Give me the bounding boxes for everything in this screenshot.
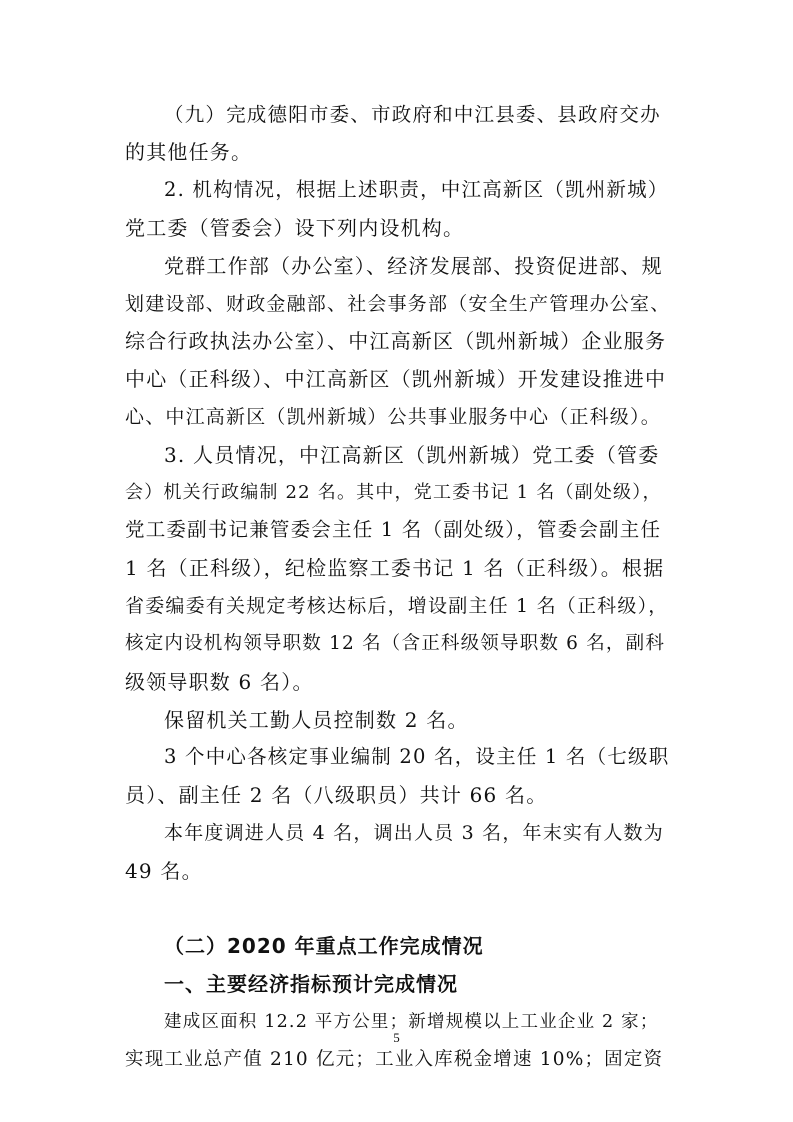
- paragraph-line: 党群工作部（办公室）、经济发展部、投资促进部、规: [164, 254, 663, 278]
- paragraph-line: 的其他任务。: [125, 140, 253, 164]
- paragraph-line: 保留机关工勤人员控制数 2 名。: [164, 708, 469, 732]
- paragraph-line: 划建设部、财政金融部、社会事务部（安全生产管理办公室、: [125, 293, 671, 315]
- paragraph-line: 级领导职数 6 名）。: [125, 670, 314, 694]
- paragraph-line: 本年度调进人员 4 名，调出人员 3 名，年末实有人数为: [164, 822, 664, 844]
- paragraph-line: 3. 人员情况，中江高新区（凯州新城）党工委（管委: [164, 443, 660, 467]
- paragraph-line: 员）、副主任 2 名（八级职员）共计 66 名。: [125, 783, 548, 807]
- paragraph-line: 党工委（管委会）设下列内设机构。: [125, 216, 465, 240]
- paragraph-line: 中心（正科级）、中江高新区（凯州新城）开发建设推进中: [125, 367, 667, 391]
- subsection-heading: 一、主要经济指标预计完成情况: [164, 972, 458, 996]
- section-heading: （二）2020 年重点工作完成情况: [164, 934, 484, 958]
- paragraph-line: 省委编委有关规定考核达标后，增设副主任 1 名（正科级），: [125, 595, 669, 617]
- paragraph-line: 49 名。: [125, 859, 203, 883]
- paragraph-line: 实现工业总产值 210 亿元；工业入库税金增速 10%；固定资: [125, 1049, 664, 1070]
- paragraph-line: 党工委副书记兼管委会主任 1 名（副处级），管委会副主任: [125, 518, 662, 541]
- paragraph-line: 综合行政执法办公室）、中江高新区（凯州新城）企业服务: [125, 329, 667, 353]
- paragraph-line: 会）机关行政编制 22 名。其中，党工委书记 1 名（副处级），: [125, 482, 662, 503]
- paragraph-line: （九）完成德阳市委、市政府和中江县委、县政府交办: [164, 103, 661, 126]
- paragraph-line: 核定内设机构领导职数 12 名（含正科级领导职数 6 名，副科: [125, 633, 666, 654]
- paragraph-line: 3 个中心各核定事业编制 20 名，设主任 1 名（七级职: [164, 745, 670, 768]
- paragraph-line: 1 名（正科级），纪检监察工委书记 1 名（正科级）。根据: [125, 556, 665, 580]
- paragraph-line: 心、中江高新区（凯州新城）公共事业服务中心（正科级）。: [125, 406, 661, 428]
- paragraph-line: 2. 机构情况，根据上述职责，中江高新区（凯州新城）: [164, 178, 669, 201]
- paragraph-line: 建成区面积 12.2 平方公里；新增规模以上工业企业 2 家；: [164, 1012, 659, 1032]
- page-number: 5: [393, 1030, 400, 1045]
